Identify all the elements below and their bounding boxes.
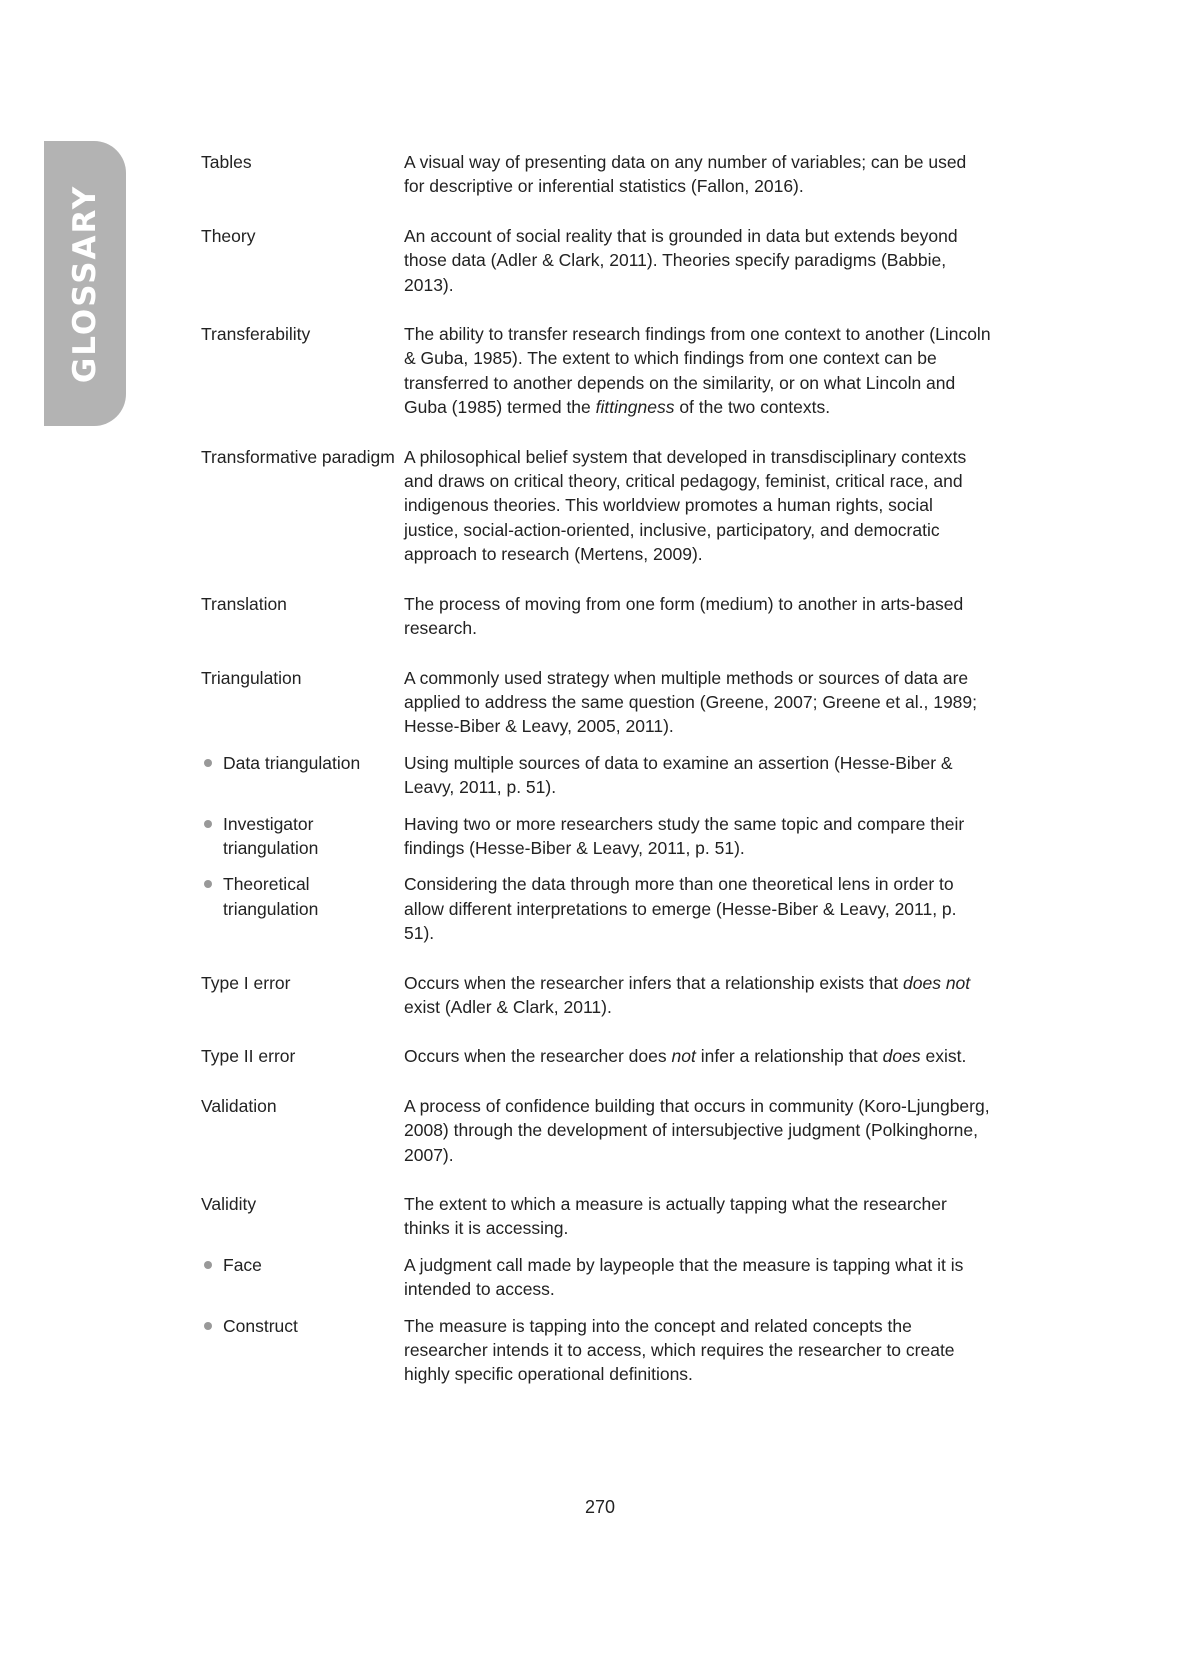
definition: A visual way of presenting data on any number of variables; can be used for descriptive or inferential statistics (Fallon, 2016).: [404, 152, 967, 197]
subterm: Data triangulation: [201, 751, 404, 775]
glossary-entry-type-ii-error: [201, 1044, 991, 1068]
subterm: Investigator triangulation: [201, 812, 404, 861]
definition: The process of moving from one form (medium) to another in arts-based research.: [404, 593, 964, 639]
definition: [404, 971, 991, 1020]
definition: A commonly used strategy when multiple methods or sources of data are applied to address the same question (Greene, 2007; Greene et al., 1989; Hesse-Biber & Leavy, 2005, 2011).: [404, 667, 978, 737]
term: Tables: [201, 152, 252, 172]
term: Translation: [201, 593, 287, 614]
glossary-entry-transferability: [201, 322, 991, 420]
term: Theory: [201, 225, 256, 246]
subterm: Theoretical triangulation: [201, 872, 404, 921]
definition: The measure is tapping into the concept and related concepts the researcher intends it to access, which requires the researcher to create highly specific operational definitions.: [404, 1315, 955, 1385]
glossary-side-tab: [44, 141, 126, 426]
definition-part: infer a relationship that: [700, 1046, 878, 1067]
glossary-list: [201, 150, 991, 1387]
subterm: Face: [201, 1253, 404, 1277]
definition-emphasis: does not: [903, 972, 971, 993]
definition: An account of social reality that is grounded in data but extends beyond those data (Adler & Clark, 2011). Theories specify paradigms (Babbie, 2013).: [404, 225, 958, 295]
glossary-subentry-face: [201, 1253, 991, 1302]
definition-part: exist (Adler & Clark, 2011).: [404, 996, 612, 1017]
page-number: 270: [584, 1497, 616, 1517]
glossary-entry-validity: [201, 1192, 991, 1241]
glossary-entry-validation: [201, 1094, 991, 1167]
definition: A judgment call made by laypeople that the measure is tapping what it is intended to access.: [404, 1254, 964, 1300]
term: Type II error: [201, 1046, 296, 1067]
glossary-subentry-theoretical-triangulation: [201, 872, 991, 945]
term: Validity: [201, 1194, 257, 1214]
glossary-subentry-investigator-triangulation: [201, 812, 991, 861]
glossary-subentry-construct: [201, 1314, 991, 1387]
definition: A process of confidence building that occurs in community (Koro-Ljungberg, 2008) through the development of intersubjective judgment (Polkinghorne, 2007).: [404, 1095, 990, 1165]
definition-part: The ability to transfer research findings from one context to another (Lincoln & Guba, 1985). The extent to which findings from one context can be transferred to another depends on the similarity, or on what Lincoln and Guba (1985) termed the: [404, 324, 991, 418]
definition: [404, 322, 991, 420]
definition-emphasis: not: [671, 1046, 696, 1067]
side-tab-label: GLOSSARY: [67, 184, 103, 383]
definition: The extent to which a measure is actually tapping what the researcher thinks it is accessing.: [404, 1194, 947, 1239]
definition-part: Occurs when the researcher infers that a relationship exists that: [404, 972, 899, 993]
glossary-entry-type-i-error: [201, 971, 991, 1020]
definition: [404, 1044, 991, 1068]
definition-part: exist.: [925, 1046, 967, 1067]
glossary-entry-theory: [201, 224, 991, 297]
definition: Considering the data through more than one theoretical lens in order to allow different interpretations to emerge (Hesse-Biber & Leavy, 2011, p. 51).: [404, 874, 957, 944]
definition-emphasis: does: [882, 1046, 921, 1067]
glossary-entry-tables: [201, 150, 991, 199]
glossary-subentry-data-triangulation: [201, 751, 991, 800]
subterm: Construct: [201, 1314, 404, 1338]
definition: A philosophical belief system that developed in transdisciplinary contexts and draws on critical theory, critical pedagogy, feminist, critical race, and indigenous theories. This worldview promotes a human rights, social justice, social-action-oriented, inclusive, participatory, and democratic approach to research (Mertens, 2009).: [404, 446, 967, 565]
glossary-entry-transformative-paradigm: [201, 445, 991, 567]
definition-part: Occurs when the researcher does: [404, 1046, 667, 1067]
term: Transferability: [201, 324, 311, 345]
definition: Using multiple sources of data to examine an assertion (Hesse-Biber & Leavy, 2011, p. 51).: [404, 752, 953, 798]
term: Triangulation: [201, 667, 302, 688]
term: Transformative paradigm: [201, 446, 395, 467]
term: Type I error: [201, 972, 291, 993]
glossary-entry-triangulation: [201, 666, 991, 739]
definition-part: of the two contexts.: [679, 397, 831, 418]
definition: Having two or more researchers study the same topic and compare their findings (Hesse-Biber & Leavy, 2011, p. 51).: [404, 813, 965, 858]
definition-emphasis: fittingness: [595, 397, 675, 418]
glossary-entry-translation: [201, 592, 991, 641]
term: Validation: [201, 1095, 277, 1116]
